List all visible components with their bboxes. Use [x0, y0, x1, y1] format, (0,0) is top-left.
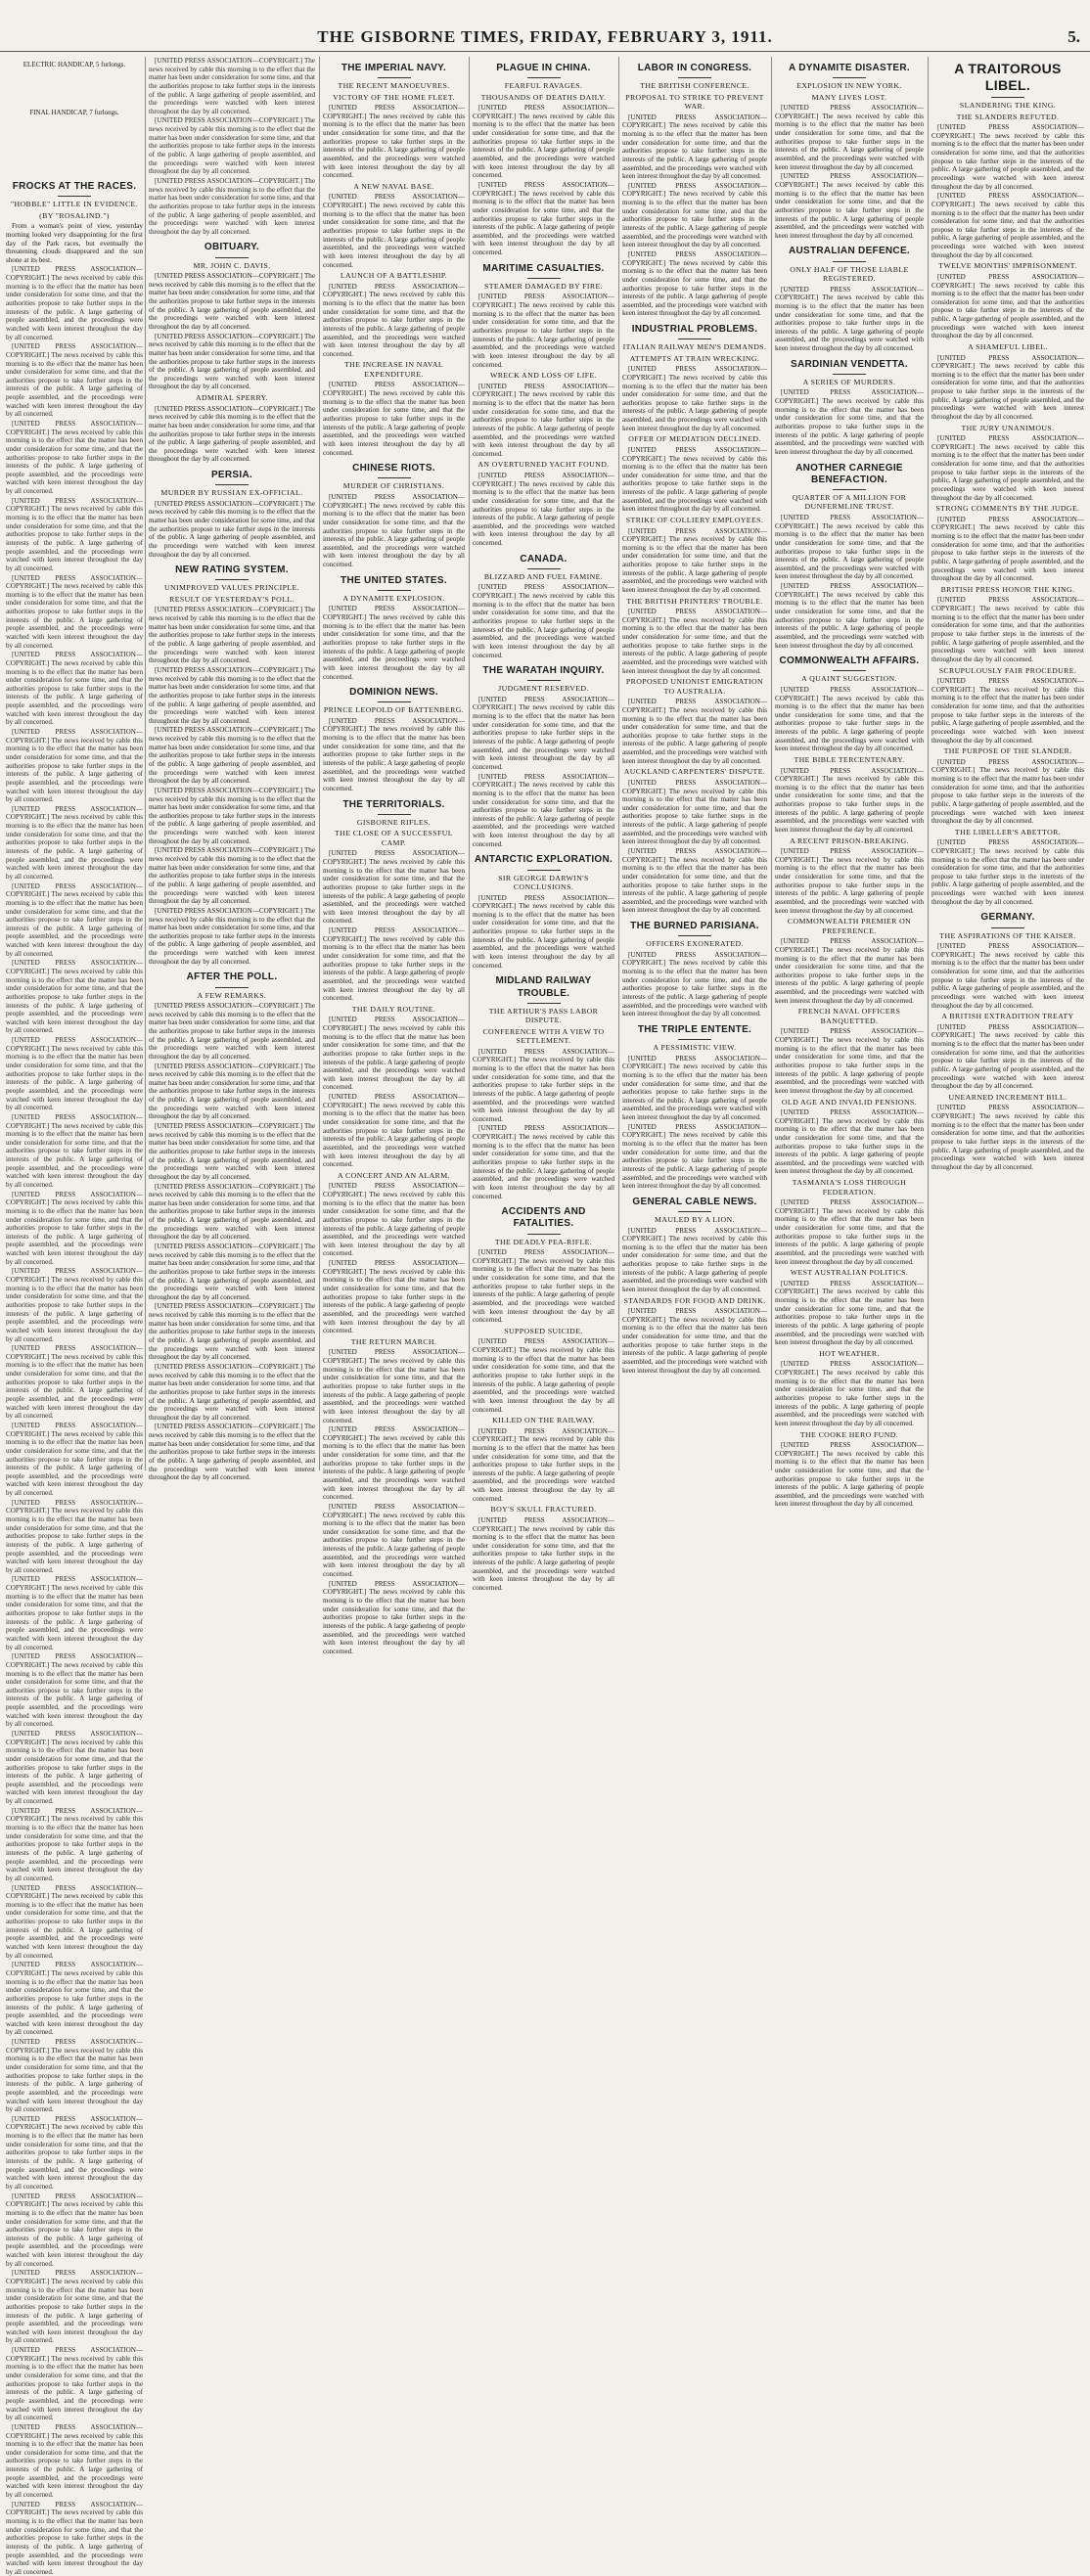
body-paragraph: [UNITED PRESS ASSOCIATION—COPYRIGHT.] The news received by cable this morning is to the effect that the matter has been under consideration for some time, and that the authorities propose to take further steps in the interests of the public. A large gathering of people assembled, and the proceedings were watched with keen interest throughout the day by all concerned.: [323, 926, 465, 1003]
body-paragraph: [UNITED PRESS ASSOCIATION—COPYRIGHT.] The news received by cable this morning is to the effect that the matter has been under consideration for some time, and that the authorities propose to take further steps in the interests of the public. A large gathering of people assembled, and the proceedings were watched with keen interest throughout the day by all concerned.: [622, 526, 767, 594]
industrial-sub: ITALIAN RAILWAY MEN'S DEMANDS.: [622, 342, 767, 352]
body-paragraph: [UNITED PRESS ASSOCIATION—COPYRIGHT.] The news received by cable this morning is to the effect that the matter has been under consideration for some time, and that the authorities propose to take further steps in the interests of the public. A large gathering of people assembled, and the proceedings were watched with keen interest throughout the day by all concerned.: [6, 2038, 143, 2114]
concert-sub: A CONCERT AND AN ALARM.: [338, 1170, 450, 1180]
heat-sub: HOT WEATHER.: [819, 1348, 880, 1358]
navy-sub-5: THE INCREASE IN NAVAL EXPENDITURE.: [343, 360, 444, 379]
divider: [833, 261, 866, 262]
body-paragraph: [UNITED PRESS ASSOCIATION—COPYRIGHT.] The news received by cable this morning is to the effect that the matter has been under consideration for some time, and that the authorities propose to take further steps in the interests of the public. A large gathering of people assembled, and the proceedings were watched with keen interest throughout the day by all concerned.: [6, 1112, 143, 1189]
body-paragraph: [UNITED PRESS ASSOCIATION—COPYRIGHT.] The news received by cable this morning is to the effect that the matter has been under consideration for some time, and that the authorities propose to take further steps in the interests of the public. A large gathering of people assembled, and the proceedings were watched with keen interest throughout the day by all concerned.: [149, 1242, 315, 1301]
sardinian-sub: A SERIES OF MURDERS.: [802, 377, 896, 386]
tasmania-sub: TASMANIA'S LOSS THROUGH FEDERATION.: [792, 1178, 907, 1197]
cooke-sub: THE COOKE HERO FUND.: [799, 1429, 899, 1439]
offer-sub: OFFER OF MEDIATION DECLINED.: [628, 434, 761, 444]
body-paragraph: [UNITED PRESS ASSOCIATION—COPYRIGHT.] The news received by cable this morning is to the effect that the matter has been under consideration for some time, and that the authorities propose to take further steps in the interests of the public. A large gathering of people assembled, and the proceedings were watched with keen interest throughout the day by all concerned.: [323, 1502, 465, 1579]
divider: [833, 374, 866, 375]
body-paragraph: [UNITED PRESS ASSOCIATION—COPYRIGHT.] The news received by cable this morning is to the effect that the matter has been under consideration for some time, and that the authorities propose to take further steps in the interests of the public. A large gathering of people assembled, and the proceedings were watched with keen interest throughout the day by all concerned.: [931, 838, 1084, 906]
body-paragraph: [UNITED PRESS ASSOCIATION—COPYRIGHT.] The news received by cable this morning is to the effect that the matter has been under consideration for some time, and that the authorities propose to take further steps in the interests of the public. A large gathering of people assembled, and the proceedings were watched with keen interest throughout the day by all concerned.: [149, 404, 315, 464]
body-paragraph: [UNITED PRESS ASSOCIATION—COPYRIGHT.] The news received by cable this morning is to the effect that the matter has been under consideration for some time, and that the authorities propose to take further steps in the interests of the public. A large gathering of people assembled, and the proceedings were watched with keen interest throughout the day by all concerned.: [6, 1806, 143, 1882]
body-paragraph: [UNITED PRESS ASSOCIATION—COPYRIGHT.] The news received by cable this morning is to the effect that the matter has been under consideration for some time, and that the authorities propose to take further steps in the interests of the public. A large gathering of people assembled, and the proceedings were watched with keen interest throughout the day by all concerned.: [323, 1093, 465, 1169]
maritime-heading: MARITIME CASUALTIES.: [482, 262, 605, 274]
antarctic-heading: ANTARCTIC EXPLORATION.: [474, 854, 613, 866]
body-paragraph: [UNITED PRESS ASSOCIATION—COPYRIGHT.] The news received by cable this morning is to the effect that the matter has been under consideration for some time, and that the authorities propose to take further steps in the interests of the public. A large gathering of people assembled, and the proceedings were watched with keen interest throughout the day by all concerned.: [149, 606, 315, 665]
body-paragraph: [UNITED PRESS ASSOCIATION—COPYRIGHT.] The news received by cable this morning is to the effect that the matter has been under consideration for some time, and that the authorities propose to take further steps in the interests of the public. A large gathering of people assembled, and the proceedings were watched with keen interest throughout the day by all concerned.: [622, 847, 767, 915]
body-paragraph: [UNITED PRESS ASSOCIATION—COPYRIGHT.] The news received by cable this morning is to the effect that the matter has been under consideration for some time, and that the authorities propose to take further steps in the interests of the public. A large gathering of people assembled, and the proceedings were watched with keen interest throughout the day by all concerned.: [6, 1652, 143, 1729]
body-paragraph: [UNITED PRESS ASSOCIATION—COPYRIGHT.] The news received by cable this morning is to the effect that the matter has been under consideration for some time, and that the authorities propose to take further steps in the interests of the public. A large gathering of people assembled, and the proceedings were watched with keen interest throughout the day by all concerned.: [323, 193, 465, 269]
persia-sub: MURDER BY RUSSIAN EX-OFFICIAL.: [160, 488, 303, 498]
body-paragraph: [UNITED PRESS ASSOCIATION—COPYRIGHT.] The news received by cable this morning is to the effect that the matter has been under consideration for some time, and that the authorities propose to take further steps in the interests of the public. A large gathering of people assembled, and the proceedings were watched with keen interest throughout the day by all concerned.: [931, 192, 1084, 259]
territorials-sub: GISBORNE RIFLES.: [356, 817, 431, 827]
body-paragraph: [UNITED PRESS ASSOCIATION—COPYRIGHT.] The news received by cable this morning is to the effect that the matter has been under consideration for some time, and that the authorities propose to take further steps in the interests of the public. A large gathering of people assembled, and the proceedings were watched with keen interest throughout the day by all concerned.: [149, 1362, 315, 1422]
body-paragraph: [UNITED PRESS ASSOCIATION—COPYRIGHT.] The news received by cable this morning is to the effect that the matter has been under consideration for some time, and that the authorities propose to take further steps in the interests of the public. A large gathering of people assembled, and the proceedings were watched with keen interest throughout the day by all concerned.: [473, 1426, 614, 1503]
body-paragraph: [UNITED PRESS ASSOCIATION—COPYRIGHT.] The news received by cable this morning is to the effect that the matter has been under consideration for some time, and that the authorities propose to take further steps in the interests of the public. A large gathering of people assembled, and the proceedings were watched with keen interest throughout the day by all concerned.: [6, 342, 143, 419]
navy-sub-3: A NEW NAVAL BASE.: [353, 181, 434, 191]
body-paragraph: [UNITED PRESS ASSOCIATION—COPYRIGHT.] The news received by cable this morning is to the effect that the matter has been under consideration for some time, and that the authorities propose to take further steps in the interests of the public. A large gathering of people assembled, and the proceedings were watched with keen interest throughout the day by all concerned.: [775, 685, 924, 753]
divider: [991, 97, 1024, 98]
body-paragraph: [UNITED PRESS ASSOCIATION—COPYRIGHT.] The news received by cable this morning is to the effect that the matter has been under consideration for some time, and that the authorities propose to take further steps in the interests of the public. A large gathering of people assembled, and the proceedings were watched with keen interest throughout the day by all concerned.: [6, 1190, 143, 1266]
navy-sub: THE RECENT MANOEUVRES.: [338, 81, 450, 91]
body-paragraph: [UNITED PRESS ASSOCIATION—COPYRIGHT.] The news received by cable this morning is to the effect that the matter has been under consideration for some time, and that the authorities propose to take further steps in the interests of the public. A large gathering of people assembled, and the proceedings were watched with keen interest throughout the day by all concerned.: [323, 1348, 465, 1424]
divider: [527, 680, 561, 681]
body-paragraph: [UNITED PRESS ASSOCIATION—COPYRIGHT.] The news received by cable this morning is to the effect that the matter has been under consideration for some time, and that the authorities propose to take further steps in the interests of the public. A large gathering of people assembled, and the proceedings were watched with keen interest throughout the day by all concerned.: [6, 2500, 143, 2576]
body-paragraph: [UNITED PRESS ASSOCIATION—COPYRIGHT.] The news received by cable this morning is to the effect that the matter has been under consideration for some time, and that the authorities propose to take further steps in the interests of the public. A large gathering of people assembled, and the proceedings were watched with keen interest throughout the day by all concerned.: [622, 249, 767, 318]
body-paragraph: [UNITED PRESS ASSOCIATION—COPYRIGHT.] The news received by cable this morning is to the effect that the matter has been under consideration for some time, and that the authorities propose to take further steps in the interests of the public. A large gathering of people assembled, and the proceedings were watched with keen interest throughout the day by all concerned.: [622, 950, 767, 1018]
wreck-sub: WRECK AND LOSS OF LIFE.: [489, 371, 598, 381]
comments-sub: STRONG COMMENTS BY THE JUDGE.: [935, 504, 1080, 514]
divider: [215, 484, 249, 485]
body-paragraph: [UNITED PRESS ASSOCIATION—COPYRIGHT.] The news received by cable this morning is to the effect that the matter has been under consideration for some time, and that the authorities propose to take further steps in the interests of the public. A large gathering of people assembled, and the proceedings were watched with keen interest throughout the day by all concerned.: [622, 698, 767, 765]
body-paragraph: [UNITED PRESS ASSOCIATION—COPYRIGHT.] The news received by cable this morning is to the effect that the matter has been under consideration for some time, and that the authorities propose to take further steps in the interests of the public. A large gathering of people assembled, and the proceedings were watched with keen interest throughout the day by all concerned.: [775, 1108, 924, 1176]
body-paragraph: [UNITED PRESS ASSOCIATION—COPYRIGHT.] The news received by cable this morning is to the effect that the matter has been under consideration for some time, and that the authorities propose to take further steps in the interests of the public. A large gathering of people assembled, and the proceedings were watched with keen interest throughout the day by all concerned.: [473, 893, 614, 970]
body-paragraph: [UNITED PRESS ASSOCIATION—COPYRIGHT.] The news received by cable this morning is to the effect that the matter has been under consideration for some time, and that the authorities propose to take further steps in the interests of the public. A large gathering of people assembled, and the proceedings were watched with keen interest throughout the day by all concerned.: [622, 1122, 767, 1191]
body-paragraph: [UNITED PRESS ASSOCIATION—COPYRIGHT.] The news received by cable this morning is to the effect that the matter has been under consideration for some time, and that the authorities propose to take further steps in the interests of the public. A large gathering of people assembled, and the proceedings were watched with keen interest throughout the day by all concerned.: [323, 492, 465, 569]
accidents-sub: THE DEADLY PEA-RIFLE.: [494, 1237, 593, 1246]
canada-heading: CANADA.: [520, 553, 568, 565]
body-paragraph: [UNITED PRESS ASSOCIATION—COPYRIGHT.] The news received by cable this morning is to the effect that the matter has been under consideration for some time, and that the authorities propose to take further steps in the interests of the public. A large gathering of people assembled, and the proceedings were watched with keen interest throughout the day by all concerned.: [775, 937, 924, 1005]
body-paragraph: [UNITED PRESS ASSOCIATION—COPYRIGHT.] The news received by cable this morning is to the effect that the matter has been under consideration for some time, and that the authorities propose to take further steps in the interests of the public. A large gathering of people assembled, and the proceedings were watched with keen interest throughout the day by all concerned.: [323, 282, 465, 358]
premier-sub: COMMONWEALTH PREMIER ON PREFERENCE.: [787, 917, 912, 935]
body-paragraph: [UNITED PRESS ASSOCIATION—COPYRIGHT.] The news received by cable this morning is to the effect that the matter has been under consideration for some time, and that the authorities propose to take further steps in the interests of the public. A large gathering of people assembled, and the proceedings were watched with keen interest throughout the day by all concerned.: [775, 1360, 924, 1427]
carpenters-sub: AUCKLAND CARPENTERS' DISPUTE.: [623, 767, 766, 777]
cable-sub: MAULED BY A LION.: [655, 1215, 735, 1225]
body-paragraph: [UNITED PRESS ASSOCIATION—COPYRIGHT.] The news received by cable this morning is to the effect that the matter has been under consideration for some time, and that the authorities propose to take further steps in the interests of the public. A large gathering of people assembled, and the proceedings were watched with keen interest throughout the day by all concerned.: [775, 766, 924, 834]
body-paragraph: [UNITED PRESS ASSOCIATION—COPYRIGHT.] The news received by cable this morning is to the effect that the matter has been under consideration for some time, and that the authorities propose to take further steps in the interests of the public. A large gathering of people assembled, and the proceedings were watched with keen interest throughout the day by all concerned.: [473, 471, 614, 548]
body-paragraph: [UNITED PRESS ASSOCIATION—COPYRIGHT.] The news received by cable this morning is to the effect that the matter has been under consideration for some time, and that the authorities propose to take further steps in the interests of the public. A large gathering of people assembled, and the proceedings were watched with keen interest throughout the day by all concerned.: [6, 651, 143, 727]
labor-sub: THE BRITISH CONFERENCE.: [640, 81, 749, 91]
column-rule: [618, 57, 619, 1470]
body-paragraph: [UNITED PRESS ASSOCIATION—COPYRIGHT.] The news received by cable this morning is to the effect that the matter has been under consideration for some time, and that the authorities propose to take further steps in the interests of the public. A large gathering of people assembled, and the proceedings were watched with keen interest throughout the day by all concerned.: [6, 265, 143, 341]
poll-heading: AFTER THE POLL.: [186, 972, 278, 983]
body-paragraph: [UNITED PRESS ASSOCIATION—COPYRIGHT.] The news received by cable this morning is to the effect that the matter has been under consideration for some time, and that the authorities propose to take further steps in the interests of the public. A large gathering of people assembled, and the proceedings were watched with keen interest throughout the day by all concerned.: [931, 596, 1084, 663]
sperry-sub: ADMIRAL SPERRY.: [195, 393, 269, 403]
divider: [378, 77, 411, 78]
body-paragraph: [UNITED PRESS ASSOCIATION—COPYRIGHT.] The news received by cable this morning is to the effect that the matter has been under consideration for some time, and that the authorities propose to take further steps in the interests of the public. A large gathering of people assembled, and the proceedings were watched with keen interest throughout the day by all concerned.: [6, 1036, 143, 1112]
body-paragraph: [UNITED PRESS ASSOCIATION—COPYRIGHT.] The news received by cable this morning is to the effect that the matter has been under consideration for some time, and that the authorities propose to take further steps in the interests of the public. A large gathering of people assembled, and the proceedings were watched with keen interest throughout the day by all concerned.: [775, 1279, 924, 1347]
column-rule: [771, 57, 772, 1470]
parisiana-sub: OFFICERS EXONERATED.: [646, 939, 744, 949]
antarctic-sub: SIR GEORGE DARWIN'S CONCLUSIONS.: [498, 873, 589, 892]
masthead-rule: [0, 51, 1090, 52]
body-paragraph: [UNITED PRESS ASSOCIATION—COPYRIGHT.] The news received by cable this morning is to the effect that the matter has been under consideration for some time, and that the authorities propose to take further steps in the interests of the public. A large gathering of people assembled, and the proceedings were watched with keen interest throughout the day by all concerned.: [775, 513, 924, 581]
midland-heading: MIDLAND RAILWAY TROUBLE.: [495, 975, 592, 999]
obituary-heading: OBITUARY.: [204, 242, 260, 253]
body-paragraph: [UNITED PRESS ASSOCIATION—COPYRIGHT.] The news received by cable this morning is to the effect that the matter has been under consideration for some time, and that the authorities propose to take further steps in the interests of the public. A large gathering of people assembled, and the proceedings were watched with keen interest throughout the day by all concerned.: [149, 57, 315, 115]
column-5: [622, 57, 767, 1470]
body-paragraph: [UNITED PRESS ASSOCIATION—COPYRIGHT.] The news received by cable this morning is to the effect that the matter has been under consideration for some time, and that the authorities propose to take further steps in the interests of the public. A large gathering of people assembled, and the proceedings were watched with keen interest throughout the day by all concerned.: [323, 1016, 465, 1092]
plague-sub-2: THOUSANDS OF DEATHS DAILY.: [480, 92, 607, 102]
us-heading: THE UNITED STATES.: [341, 574, 447, 586]
canada-sub: BLIZZARD AND FUEL FAMINE.: [483, 571, 604, 581]
body-paragraph: [UNITED PRESS ASSOCIATION—COPYRIGHT.] The news received by cable this morning is to the effect that the matter has been under consideration for some time, and that the authorities propose to take further steps in the interests of the public. A large gathering of people assembled, and the proceedings were watched with keen interest throughout the day by all concerned.: [6, 496, 143, 572]
body-paragraph: [UNITED PRESS ASSOCIATION—COPYRIGHT.] The news received by cable this morning is to the effect that the matter has been under consideration for some time, and that the authorities propose to take further steps in the interests of the public. A large gathering of people assembled, and the proceedings were watched with keen interest throughout the day by all concerned.: [622, 1054, 767, 1122]
body-paragraph: [UNITED PRESS ASSOCIATION—COPYRIGHT.] The news received by cable this morning is to the effect that the matter has been under consideration for some time, and that the authorities propose to take further steps in the interests of the public. A large gathering of people assembled, and the proceedings were watched with keen interest throughout the day by all concerned.: [473, 180, 614, 257]
maritime-sub: STEAMER DAMAGED BY FIRE.: [483, 281, 604, 291]
body-paragraph: [UNITED PRESS ASSOCIATION—COPYRIGHT.] The news received by cable this morning is to the effect that the matter has been under consideration for some time, and that the authorities propose to take further steps in the interests of the public. A large gathering of people assembled, and the proceedings were watched with keen interest throughout the day by all concerned.: [473, 1515, 614, 1593]
navy-sub-4: LAUNCH OF A BATTLESHIP.: [340, 271, 448, 281]
body-paragraph: [UNITED PRESS ASSOCIATION—COPYRIGHT.] The news received by cable this morning is to the effect that the matter has been under consideration for some time, and that the authorities propose to take further steps in the interests of the public. A large gathering of people assembled, and the proceedings were watched with keen interest throughout the day by all concerned.: [6, 1498, 143, 1574]
parisiana-heading: THE BURNED PARISIANA.: [630, 921, 759, 932]
body-paragraph: [UNITED PRESS ASSOCIATION—COPYRIGHT.] The news received by cable this morning is to the effect that the matter has been under consideration for some time, and that the authorities propose to take further steps in the interests of the public. A large gathering of people assembled, and the proceedings were watched with keen interest throughout the day by all concerned.: [6, 419, 143, 496]
body-paragraph: [UNITED PRESS ASSOCIATION—COPYRIGHT.] The news received by cable this morning is to the effect that the matter has been under consideration for some time, and that the authorities propose to take further steps in the interests of the public. A large gathering of people assembled, and the proceedings were watched with keen interest throughout the day by all concerned.: [149, 116, 315, 176]
body-paragraph: [UNITED PRESS ASSOCIATION—COPYRIGHT.] The news received by cable this morning is to the effect that the matter has been under consideration for some time, and that the authorities propose to take further steps in the interests of the public. A large gathering of people assembled, and the proceedings were watched with keen interest throughout the day by all concerned.: [6, 2192, 143, 2268]
body-paragraph: [UNITED PRESS ASSOCIATION—COPYRIGHT.] The news received by cable this morning is to the effect that the matter has been under consideration for some time, and that the authorities propose to take further steps in the interests of the public. A large gathering of people assembled, and the proceedings were watched with keen interest throughout the day by all concerned.: [775, 1027, 924, 1095]
body-paragraph: [UNITED PRESS ASSOCIATION—COPYRIGHT.] The news received by cable this morning is to the effect that the matter has been under consideration for some time, and that the authorities propose to take further steps in the interests of the public. A large gathering of people assembled, and the proceedings were watched with keen interest throughout the day by all concerned.: [323, 1425, 465, 1502]
routine-sub: THE DAILY ROUTINE.: [351, 1004, 436, 1014]
body-paragraph: [UNITED PRESS ASSOCIATION—COPYRIGHT.] The news received by cable this morning is to the effect that the matter has been under consideration for some time, and that the authorities propose to take further steps in the interests of the public. A large gathering of people assembled, and the proceedings were watched with keen interest throughout the day by all concerned.: [931, 1104, 1084, 1171]
plague-sub: FEARFUL RAVAGES.: [504, 81, 583, 91]
waratah-sub: JUDGMENT RESERVED.: [498, 684, 589, 694]
body-paragraph: [UNITED PRESS ASSOCIATION—COPYRIGHT.] The news received by cable this morning is to the effect that the matter has been under consideration for some time, and that the authorities propose to take further steps in the interests of the public. A large gathering of people assembled, and the proceedings were watched with keen interest throughout the day by all concerned.: [6, 1421, 143, 1498]
divider: [215, 257, 249, 258]
body-paragraph: [UNITED PRESS ASSOCIATION—COPYRIGHT.] The news received by cable this morning is to the effect that the matter has been under consideration for some time, and that the authorities propose to take further steps in the interests of the public. A large gathering of people assembled, and the proceedings were watched with keen interest throughout the day by all concerned.: [149, 1062, 315, 1121]
industrial-sub-2: ATTEMPTS AT TRAIN WRECKING.: [629, 353, 760, 363]
libel-heading: A TRAITOROUS LIBEL.: [954, 61, 1062, 94]
body-paragraph: [UNITED PRESS ASSOCIATION—COPYRIGHT.] The news received by cable this morning is to the effect that the matter has been under consideration for some time, and that the authorities propose to take further steps in the interests of the public. A large gathering of people assembled, and the proceedings were watched with keen interest throughout the day by all concerned.: [775, 1441, 924, 1509]
body-paragraph: [UNITED PRESS ASSOCIATION—COPYRIGHT.] The news received by cable this morning is to the effect that the matter has been under consideration for some time, and that the authorities propose to take further steps in the interests of the public. A large gathering of people assembled, and the proceedings were watched with keen interest throughout the day by all concerned.: [775, 1198, 924, 1266]
riots-heading: CHINESE RIOTS.: [352, 463, 435, 475]
body-paragraph: [UNITED PRESS ASSOCIATION—COPYRIGHT.] The news received by cable this morning is to the effect that the matter has been under consideration for some time, and that the authorities propose to take further steps in the interests of the public. A large gathering of people assembled, and the proceedings were watched with keen interest throughout the day by all concerned.: [6, 804, 143, 881]
body-paragraph: [UNITED PRESS ASSOCIATION—COPYRIGHT.] The news received by cable this morning is to the effect that the matter has been under consideration for some time, and that the authorities propose to take further steps in the interests of the public. A large gathering of people assembled, and the proceedings were watched with keen interest throughout the day by all concerned.: [931, 272, 1084, 340]
divider: [58, 196, 91, 197]
body-paragraph: [UNITED PRESS ASSOCIATION—COPYRIGHT.] The news received by cable this morning is to the effect that the matter has been under consideration for some time, and that the authorities propose to take further steps in the interests of the public. A large gathering of people assembled, and the proceedings were watched with keen interest throughout the day by all concerned.: [149, 1182, 315, 1242]
body-paragraph: [UNITED PRESS ASSOCIATION—COPYRIGHT.] The news received by cable this morning is to the effect that the matter has been under consideration for some time, and that the authorities propose to take further steps in the interests of the public. A large gathering of people assembled, and the proceedings were watched with keen interest throughout the day by all concerned.: [149, 272, 315, 331]
body-paragraph: [UNITED PRESS ASSOCIATION—COPYRIGHT.] The news received by cable this morning is to the effect that the matter has been under consideration for some time, and that the authorities propose to take further steps in the interests of the public. A large gathering of people assembled, and the proceedings were watched with keen interest throughout the day by all concerned.: [323, 104, 465, 180]
body-paragraph: [UNITED PRESS ASSOCIATION—COPYRIGHT.] The news received by cable this morning is to the effect that the matter has been under consideration for some time, and that the authorities propose to take further steps in the interests of the public. A large gathering of people assembled, and the proceedings were watched with keen interest throughout the day by all concerned.: [149, 846, 315, 906]
body-paragraph: [UNITED PRESS ASSOCIATION—COPYRIGHT.] The news received by cable this morning is to the effect that the matter has been under consideration for some time, and that the authorities propose to take further steps in the interests of the public. A large gathering of people assembled, and the proceedings were watched with keen interest throughout the day by all concerned.: [622, 365, 767, 432]
column-rule: [145, 57, 146, 1470]
divider: [378, 814, 411, 815]
dynamite-sub-2: MANY LIVES LOST.: [811, 92, 887, 102]
body-paragraph: [UNITED PRESS ASSOCIATION—COPYRIGHT.] The news received by cable this morning is to the effect that the matter has been under consideration for some time, and that the authorities propose to take further steps in the interests of the public. A large gathering of people assembled, and the proceedings were watched with keen interest throughout the day by all concerned.: [775, 847, 924, 915]
body-paragraph: [UNITED PRESS ASSOCIATION—COPYRIGHT.] The news received by cable this morning is to the effect that the matter has been under consideration for some time, and that the authorities propose to take further steps in the interests of the public. A large gathering of people assembled, and the proceedings were watched with keen interest throughout the day by all concerned.: [6, 1344, 143, 1421]
body-paragraph: [UNITED PRESS ASSOCIATION—COPYRIGHT.] The news received by cable this morning is to the effect that the matter has been under consideration for some time, and that the authorities propose to take further steps in the interests of the public. A large gathering of people assembled, and the proceedings were watched with keen interest throughout the day by all concerned.: [149, 332, 315, 391]
obituary-name: MR. JOHN C. DAVIS.: [193, 260, 271, 270]
body-paragraph: [UNITED PRESS ASSOCIATION—COPYRIGHT.] The news received by cable this morning is to the effect that the matter has been under consideration for some time, and that the authorities propose to take further steps in the interests of the public. A large gathering of people assembled, and the proceedings were watched with keen interest throughout the day by all concerned.: [149, 786, 315, 845]
divider: [527, 77, 561, 78]
press-sub: BRITISH PRESS HONOR THE KING.: [940, 584, 1075, 594]
divider: [527, 870, 561, 871]
columns: [0, 57, 1090, 2576]
divider: [215, 579, 249, 580]
body-paragraph: [UNITED PRESS ASSOCIATION—COPYRIGHT.] The news received by cable this morning is to the effect that the matter has been under consideration for some time, and that the authorities propose to take further steps in the interests of the public. A large gathering of people assembled, and the proceedings were watched with keen interest throughout the day by all concerned.: [473, 583, 614, 659]
body-paragraph: [UNITED PRESS ASSOCIATION—COPYRIGHT.] The news received by cable this morning is to the effect that the matter has been under consideration for some time, and that the authorities propose to take further steps in the interests of the public. A large gathering of people assembled, and the proceedings were watched with keen interest throughout the day by all concerned.: [149, 1002, 315, 1061]
body-paragraph: [UNITED PRESS ASSOCIATION—COPYRIGHT.] The news received by cable this morning is to the effect that the matter has been under consideration for some time, and that the authorities propose to take further steps in the interests of the public. A large gathering of people assembled, and the proceedings were watched with keen interest throughout the day by all concerned.: [473, 1047, 614, 1123]
dominion-sub: PRINCE LEOPOLD OF BATTENBERG.: [323, 705, 465, 715]
imprisonment-sub: TWELVE MONTHS' IMPRISONMENT.: [938, 261, 1077, 271]
body-paragraph: [UNITED PRESS ASSOCIATION—COPYRIGHT.] The news received by cable this morning is to the effect that the matter has been under consideration for some time, and that the authorities propose to take further steps in the interests of the public. A large gathering of people assembled, and the proceedings were watched with keen interest throughout the day by all concerned.: [149, 499, 315, 559]
body-paragraph: [UNITED PRESS ASSOCIATION—COPYRIGHT.] The news received by cable this morning is to the effect that the matter has been under consideration for some time, and that the authorities propose to take further steps in the interests of the public. A large gathering of people assembled, and the proceedings were watched with keen interest throughout the day by all concerned.: [6, 2269, 143, 2345]
midland-sub: THE ARTHUR'S PASS LABOR DISPUTE.: [488, 1006, 599, 1025]
territorials-sub-2: THE CLOSE OF A SUCCESSFUL CAMP.: [335, 829, 453, 847]
rating-sub-2: RESULT OF YESTERDAY'S POLL.: [169, 594, 295, 604]
labor-heading: LABOR IN CONGRESS.: [637, 63, 752, 73]
defence-sub: ONLY HALF OF THOSE LIABLE REGISTERED.: [790, 264, 909, 284]
column-1: [6, 57, 143, 2576]
divider: [833, 77, 866, 78]
dynamite-heading: A DYNAMITE DISASTER.: [789, 63, 910, 73]
body-paragraph: [UNITED PRESS ASSOCIATION—COPYRIGHT.] The news received by cable this morning is to the effect that the matter has been under consideration for some time, and that the authorities propose to take further steps in the interests of the public. A large gathering of people assembled, and the proceedings were watched with keen interest throughout the day by all concerned.: [622, 608, 767, 675]
body-paragraph: [UNITED PRESS ASSOCIATION—COPYRIGHT.] The news received by cable this morning is to the effect that the matter has been under consideration for some time, and that the authorities propose to take further steps in the interests of the public. A large gathering of people assembled, and the proceedings were watched with keen interest throughout the day by all concerned.: [149, 176, 315, 236]
body-paragraph: [UNITED PRESS ASSOCIATION—COPYRIGHT.] The news received by cable this morning is to the effect that the matter has been under consideration for some time, and that the authorities propose to take further steps in the interests of the public. A large gathering of people assembled, and the proceedings were watched with keen interest throughout the day by all concerned.: [931, 677, 1084, 745]
body-paragraph: [UNITED PRESS ASSOCIATION—COPYRIGHT.] The news received by cable this morning is to the effect that the matter has been under consideration for some time, and that the authorities propose to take further steps in the interests of the public. A large gathering of people assembled, and the proceedings were watched with keen interest throughout the day by all concerned.: [6, 728, 143, 804]
divider: [833, 489, 866, 490]
byline: (BY "ROSALIND."): [39, 210, 110, 220]
body-paragraph: [UNITED PRESS ASSOCIATION—COPYRIGHT.] The news received by cable this morning is to the effect that the matter has been under consideration for some time, and that the authorities propose to take further steps in the interests of the public. A large gathering of people assembled, and the proceedings were watched with keen interest throughout the day by all concerned.: [149, 665, 315, 725]
riots-sub: MURDER OF CHRISTIANS.: [342, 481, 445, 491]
divider: [378, 477, 411, 478]
body-paragraph: [UNITED PRESS ASSOCIATION—COPYRIGHT.] The news received by cable this morning is to the effect that the matter has been under consideration for some time, and that the authorities propose to take further steps in the interests of the public. A large gathering of people assembled, and the proceedings were watched with keen interest throughout the day by all concerned.: [622, 445, 767, 514]
body-paragraph: [UNITED PRESS ASSOCIATION—COPYRIGHT.] The news received by cable this morning is to the effect that the matter has been under consideration for some time, and that the authorities propose to take further steps in the interests of the public. A large gathering of people assembled, and the proceedings were watched with keen interest throughout the day by all concerned.: [149, 1423, 315, 1482]
body-paragraph: [UNITED PRESS ASSOCIATION—COPYRIGHT.] The news received by cable this morning is to the effect that the matter has been under consideration for some time, and that the authorities propose to take further steps in the interests of the public. A large gathering of people assembled, and the proceedings were watched with keen interest throughout the day by all concerned.: [149, 1302, 315, 1362]
handicap-list-1: [6, 69, 143, 109]
handicap-2: FINAL HANDICAP, 7 furlongs.: [29, 108, 119, 116]
body-paragraph: [UNITED PRESS ASSOCIATION—COPYRIGHT.] The news received by cable this morning is to the effect that the matter has been under consideration for some time, and that the authorities propose to take further steps in the interests of the public. A large gathering of people assembled, and the proceedings were watched with keen interest throughout the day by all concerned.: [149, 1122, 315, 1181]
body-paragraph: [UNITED PRESS ASSOCIATION—COPYRIGHT.] The news received by cable this morning is to the effect that the matter has been under consideration for some time, and that the authorities propose to take further steps in the interests of the public. A large gathering of people assembled, and the proceedings were watched with keen interest throughout the day by all concerned.: [622, 1307, 767, 1375]
body-paragraph: [UNITED PRESS ASSOCIATION—COPYRIGHT.] The news received by cable this morning is to the effect that the matter has been under consideration for some time, and that the authorities propose to take further steps in the interests of the public. A large gathering of people assembled, and the proceedings were watched with keen interest throughout the day by all concerned.: [6, 2114, 143, 2191]
body-paragraph: [UNITED PRESS ASSOCIATION—COPYRIGHT.] The news received by cable this morning is to the effect that the matter has been under consideration for some time, and that the authorities propose to take further steps in the interests of the public. A large gathering of people assembled, and the proceedings were watched with keen interest throughout the day by all concerned.: [931, 942, 1084, 1010]
body-paragraph: [UNITED PRESS ASSOCIATION—COPYRIGHT.] The news received by cable this morning is to the effect that the matter has been under consideration for some time, and that the authorities propose to take further steps in the interests of the public. A large gathering of people assembled, and the proceedings were watched with keen interest throughout the day by all concerned.: [622, 113, 767, 181]
column-rule: [928, 57, 929, 1470]
body-paragraph: [UNITED PRESS ASSOCIATION—COPYRIGHT.] The news received by cable this morning is to the effect that the matter has been under consideration for some time, and that the authorities propose to take further steps in the interests of the public. A large gathering of people assembled, and the proceedings were watched with keen interest throughout the day by all concerned.: [6, 1267, 143, 1343]
body-paragraph: [UNITED PRESS ASSOCIATION—COPYRIGHT.] The news received by cable this morning is to the effect that the matter has been under consideration for some time, and that the authorities propose to take further steps in the interests of the public. A large gathering of people assembled, and the proceedings were watched with keen interest throughout the day by all concerned.: [149, 906, 315, 966]
us-sub: A DYNAMITE EXPLOSION.: [342, 593, 445, 603]
extradition-sub: A BRITISH EXTRADITION TREATY: [941, 1012, 1074, 1021]
jury-sub: THE JURY UNANIMOUS.: [961, 423, 1055, 432]
body-paragraph: [UNITED PRESS ASSOCIATION—COPYRIGHT.] The news received by cable this morning is to the effect that the matter has been under consideration for some time, and that the authorities propose to take further steps in the interests of the public. A large gathering of people assembled, and the proceedings were watched with keen interest throughout the day by all concerned.: [473, 293, 614, 369]
body-paragraph: [UNITED PRESS ASSOCIATION—COPYRIGHT.] The news received by cable this morning is to the effect that the matter has been under consideration for some time, and that the authorities propose to take further steps in the interests of the public. A large gathering of people assembled, and the proceedings were watched with keen interest throughout the day by all concerned.: [775, 172, 924, 240]
suicide-sub: SUPPOSED SUICIDE.: [504, 1326, 583, 1335]
entente-heading: THE TRIPLE ENTENTE.: [637, 1023, 752, 1035]
divider: [527, 1234, 561, 1235]
body-paragraph: [UNITED PRESS ASSOCIATION—COPYRIGHT.] The news received by cable this morning is to the effect that the matter has been under consideration for some time, and that the authorities propose to take further steps in the interests of the public. A large gathering of people assembled, and the proceedings were watched with keen interest throughout the day by all concerned.: [473, 772, 614, 848]
body-paragraph: [UNITED PRESS ASSOCIATION—COPYRIGHT.] The news received by cable this morning is to the effect that the matter has been under consideration for some time, and that the authorities propose to take further steps in the interests of the public. A large gathering of people assembled, and the proceedings were watched with keen interest throughout the day by all concerned.: [6, 881, 143, 958]
body-paragraph: [UNITED PRESS ASSOCIATION—COPYRIGHT.] The news received by cable this morning is to the effect that the matter has been under consideration for some time, and that the authorities propose to take further steps in the interests of the public. A large gathering of people assembled, and the proceedings were watched with keen interest throughout the day by all concerned.: [323, 1579, 465, 1655]
handicap-1: ELECTRIC HANDICAP, 5 furlongs.: [23, 61, 126, 68]
navy-heading: THE IMPERIAL NAVY.: [341, 63, 447, 73]
body-paragraph: [UNITED PRESS ASSOCIATION—COPYRIGHT.] The news received by cable this morning is to the effect that the matter has been under consideration for some time, and that the authorities propose to take further steps in the interests of the public. A large gathering of people assembled, and the proceedings were watched with keen interest throughout the day by all concerned.: [775, 104, 924, 171]
commonwealth-heading: COMMONWEALTH AFFAIRS.: [779, 655, 920, 667]
masthead: [0, 0, 1090, 59]
territorials-heading: THE TERRITORIALS.: [342, 798, 445, 810]
body-paragraph: [UNITED PRESS ASSOCIATION—COPYRIGHT.] The news received by cable this morning is to the effect that the matter has been under consideration for some time, and that the authorities propose to take further steps in the interests of the public. A large gathering of people assembled, and the proceedings were watched with keen interest throughout the day by all concerned.: [931, 434, 1084, 502]
shameful-sub: A SHAMEFUL LIBEL.: [968, 342, 1048, 352]
body-paragraph: [UNITED PRESS ASSOCIATION—COPYRIGHT.] The news received by cable this morning is to the effect that the matter has been under consideration for some time, and that the authorities propose to take further steps in the interests of the public. A large gathering of people assembled, and the proceedings were watched with keen interest throughout the day by all concerned.: [473, 695, 614, 771]
waratah-heading: THE WARATAH INQUIRY.: [482, 665, 605, 677]
column-rule: [469, 57, 470, 1470]
divider: [833, 670, 866, 671]
navy-sub-2: VICTORY OF THE HOME FLEET.: [333, 92, 455, 102]
unearned-sub: UNEARNED INCREMENT BILL.: [948, 1092, 1067, 1102]
article-body: [6, 265, 143, 2576]
overturned-sub: AN OVERTURNED YACHT FOUND.: [477, 460, 610, 470]
column-4: [473, 57, 614, 1593]
wa-sub: WEST AUSTRALIAN POLITICS.: [790, 1268, 909, 1278]
body-paragraph: [UNITED PRESS ASSOCIATION—COPYRIGHT.] The news received by cable this morning is to the effect that the matter has been under consideration for some time, and that the authorities propose to take further steps in the interests of the public. A large gathering of people assembled, and the proceedings were watched with keen interest throughout the day by all concerned.: [323, 1182, 465, 1258]
pensions-sub: OLD AGE AND INVALID PENSIONS.: [781, 1097, 918, 1107]
body-paragraph: [UNITED PRESS ASSOCIATION—COPYRIGHT.] The news received by cable this morning is to the effect that the matter has been under consideration for some time, and that the authorities propose to take further steps in the interests of the public. A large gathering of people assembled, and the proceedings were watched with keen interest throughout the day by all concerned.: [323, 605, 465, 681]
body-paragraph: [UNITED PRESS ASSOCIATION—COPYRIGHT.] The news received by cable this morning is to the effect that the matter has been under consideration for some time, and that the authorities propose to take further steps in the interests of the public. A large gathering of people assembled, and the proceedings were watched with keen interest throughout the day by all concerned.: [323, 381, 465, 457]
body-paragraph: [UNITED PRESS ASSOCIATION—COPYRIGHT.] The news received by cable this morning is to the effect that the matter has been under consideration for some time, and that the authorities propose to take further steps in the interests of the public. A large gathering of people assembled, and the proceedings were watched with keen interest throughout the day by all concerned.: [931, 515, 1084, 583]
body-paragraph: [UNITED PRESS ASSOCIATION—COPYRIGHT.] The news received by cable this morning is to the effect that the matter has been under consideration for some time, and that the authorities propose to take further steps in the interests of the public. A large gathering of people assembled, and the proceedings were watched with keen interest throughout the day by all concerned.: [6, 1575, 143, 1651]
purpose-sub: THE PURPOSE OF THE SLANDER.: [943, 746, 1072, 756]
accidents-heading: ACCIDENTS AND FATALITIES.: [501, 1206, 586, 1230]
rating-heading: NEW RATING SYSTEM.: [175, 565, 289, 576]
body-paragraph: [UNITED PRESS ASSOCIATION—COPYRIGHT.] The news received by cable this morning is to the effect that the matter has been under consideration for some time, and that the authorities propose to take further steps in the interests of the public. A large gathering of people assembled, and the proceedings were watched with keen interest throughout the day by all concerned.: [473, 104, 614, 180]
carnegie-heading: ANOTHER CARNEGIE BENEFACTION.: [795, 462, 903, 485]
divider: [527, 278, 561, 279]
body-paragraph: [UNITED PRESS ASSOCIATION—COPYRIGHT.] The news received by cable this morning is to the effect that the matter has been under consideration for some time, and that the authorities propose to take further steps in the interests of the public. A large gathering of people assembled, and the proceedings were watched with keen interest throughout the day by all concerned.: [6, 573, 143, 650]
column-3: [323, 57, 465, 1655]
body-paragraph: [UNITED PRESS ASSOCIATION—COPYRIGHT.] The news received by cable this morning is to the effect that the matter has been under consideration for some time, and that the authorities propose to take further steps in the interests of the public. A large gathering of people assembled, and the proceedings were watched with keen interest throughout the day by all concerned.: [622, 1226, 767, 1294]
divider: [527, 568, 561, 569]
dynamite-sub: EXPLOSION IN NEW YORK.: [796, 81, 902, 91]
plague-heading: PLAGUE IN CHINA.: [496, 63, 591, 73]
commonwealth-sub: A QUAINT SUGGESTION.: [801, 674, 897, 684]
defence-heading: AUSTRALIAN DEFENCE.: [788, 246, 911, 257]
newspaper-title: THE GISBORNE TIMES, FRIDAY, FEBRUARY 3, 1911.: [317, 27, 773, 46]
body-paragraph: [UNITED PRESS ASSOCIATION—COPYRIGHT.] The news received by cable this morning is to the effect that the matter has been under consideration for some time, and that the authorities propose to take further steps in the interests of the public. A large gathering of people assembled, and the proceedings were watched with keen interest throughout the day by all concerned.: [6, 2422, 143, 2500]
divider: [991, 927, 1024, 928]
divider: [678, 1211, 711, 1212]
frocks-lead: From a woman's point of view, yesterday morning looked very disappointing for the first day of the Park races, but eventually the threatening clouds disappeared and the sun shone at its best.: [6, 222, 143, 264]
body-paragraph: [UNITED PRESS ASSOCIATION—COPYRIGHT.] The news received by cable this morning is to the effect that the matter has been under consideration for some time, and that the authorities propose to take further steps in the interests of the public. A large gathering of people assembled, and the proceedings were watched with keen interest throughout the day by all concerned.: [6, 1883, 143, 1960]
body-paragraph: [UNITED PRESS ASSOCIATION—COPYRIGHT.] The news received by cable this morning is to the effect that the matter has been under consideration for some time, and that the authorities propose to take further steps in the interests of the public. A large gathering of people assembled, and the proceedings were watched with keen interest throughout the day by all concerned.: [931, 123, 1084, 191]
body-paragraph: [UNITED PRESS ASSOCIATION—COPYRIGHT.] The news received by cable this morning is to the effect that the matter has been under consideration for some time, and that the authorities propose to take further steps in the interests of the public. A large gathering of people assembled, and the proceedings were watched with keen interest throughout the day by all concerned.: [323, 849, 465, 926]
printers-sub: THE BRITISH PRINTERS' TROUBLE.: [626, 596, 763, 606]
body-paragraph: [UNITED PRESS ASSOCIATION—COPYRIGHT.] The news received by cable this morning is to the effect that the matter has been under consideration for some time, and that the authorities propose to take further steps in the interests of the public. A large gathering of people assembled, and the proceedings were watched with keen interest throughout the day by all concerned.: [931, 757, 1084, 826]
persia-heading: PERSIA.: [210, 470, 253, 481]
body-paragraph: [UNITED PRESS ASSOCIATION—COPYRIGHT.] The news received by cable this morning is to the effect that the matter has been under consideration for some time, and that the authorities propose to take further steps in the interests of the public. A large gathering of people assembled, and the proceedings were watched with keen interest throughout the day by all concerned.: [6, 1961, 143, 2037]
germany-heading: GERMANY.: [980, 912, 1035, 924]
fair-sub: SCRUPULOUSLY FAIR PROCEDURE.: [938, 665, 1077, 675]
libel-sub-2: THE SLANDERS REFUTED.: [956, 112, 1060, 121]
french-sub: FRENCH NAVAL OFFICERS BANQUETTED.: [797, 1007, 901, 1025]
labor-sub-2: PROPOSAL TO STRIKE TO PREVENT WAR.: [625, 92, 764, 112]
carnegie-sub: QUARTER OF A MILLION FOR DUNFERMLINE TRUST.: [792, 492, 907, 512]
body-paragraph: [UNITED PRESS ASSOCIATION—COPYRIGHT.] The news received by cable this morning is to the effect that the matter has been under consideration for some time, and that the authorities propose to take further steps in the interests of the public. A large gathering of people assembled, and the proceedings were watched with keen interest throughout the day by all concerned.: [6, 2346, 143, 2422]
divider: [527, 1003, 561, 1004]
body-paragraph: [UNITED PRESS ASSOCIATION—COPYRIGHT.] The news received by cable this morning is to the effect that the matter has been under consideration for some time, and that the authorities propose to take further steps in the interests of the public. A large gathering of people assembled, and the proceedings were watched with keen interest throughout the day by all concerned.: [149, 726, 315, 786]
frocks-heading: FROCKS AT THE RACES.: [12, 181, 137, 193]
body-paragraph: [UNITED PRESS ASSOCIATION—COPYRIGHT.] The news received by cable this morning is to the effect that the matter has been under consideration for some time, and that the authorities propose to take further steps in the interests of the public. A large gathering of people assembled, and the proceedings were watched with keen interest throughout the day by all concerned.: [775, 388, 924, 456]
cable-heading: GENERAL CABLE NEWS.: [632, 1196, 757, 1207]
dominion-heading: DOMINION NEWS.: [349, 687, 438, 699]
prison-sub: A RECENT PRISON-BREAKING.: [790, 836, 909, 845]
standards-sub: STANDARDS FOR FOOD AND DRINK.: [623, 1295, 766, 1305]
entente-sub: A PESSIMISTIC VIEW.: [653, 1043, 737, 1053]
body-paragraph: [UNITED PRESS ASSOCIATION—COPYRIGHT.] The news received by cable this morning is to the effect that the matter has been under consideration for some time, and that the authorities propose to take further steps in the interests of the public. A large gathering of people assembled, and the proceedings were watched with keen interest throughout the day by all concerned.: [931, 353, 1084, 422]
article-body: [149, 57, 315, 236]
emigration-sub: PROPOSED UNIONIST EMIGRATION TO AUSTRALIA.: [625, 677, 764, 696]
divider: [678, 77, 711, 78]
body-paragraph: [UNITED PRESS ASSOCIATION—COPYRIGHT.] The news received by cable this morning is to the effect that the matter has been under consideration for some time, and that the authorities propose to take further steps in the interests of the public. A large gathering of people assembled, and the proceedings were watched with keen interest throughout the day by all concerned.: [473, 382, 614, 458]
body-paragraph: [UNITED PRESS ASSOCIATION—COPYRIGHT.] The news received by cable this morning is to the effect that the matter has been under consideration for some time, and that the authorities propose to take further steps in the interests of the public. A large gathering of people assembled, and the proceedings were watched with keen interest throughout the day by all concerned.: [6, 1730, 143, 1806]
libel-sub: SLANDERING THE KING.: [959, 101, 1057, 111]
column-rule: [319, 57, 320, 1470]
body-paragraph: [UNITED PRESS ASSOCIATION—COPYRIGHT.] The news received by cable this morning is to the effect that the matter has been under consideration for some time, and that the authorities propose to take further steps in the interests of the public. A large gathering of people assembled, and the proceedings were watched with keen interest throughout the day by all concerned.: [622, 181, 767, 249]
column-7: [931, 57, 1084, 1470]
column-6: [775, 57, 924, 1509]
abettor-sub: THE LIBELLER'S ABETTOR.: [954, 827, 1062, 836]
divider: [215, 987, 249, 988]
frocks-subheading: "HOBBLE" LITTLE IN EVIDENCE.: [10, 200, 139, 209]
body-paragraph: [UNITED PRESS ASSOCIATION—COPYRIGHT.] The news received by cable this morning is to the effect that the matter has been under consideration for some time, and that the authorities propose to take further steps in the interests of the public. A large gathering of people assembled, and the proceedings were watched with keen interest throughout the day by all concerned.: [323, 716, 465, 792]
industrial-heading: INDUSTRIAL PROBLEMS.: [631, 324, 758, 336]
body-paragraph: [UNITED PRESS ASSOCIATION—COPYRIGHT.] The news received by cable this morning is to the effect that the matter has been under consideration for some time, and that the authorities propose to take further steps in the interests of the public. A large gathering of people assembled, and the proceedings were watched with keen interest throughout the day by all concerned.: [6, 959, 143, 1035]
handicap-list-2: [6, 116, 143, 175]
body-paragraph: [UNITED PRESS ASSOCIATION—COPYRIGHT.] The news received by cable this morning is to the effect that the matter has been under consideration for some time, and that the authorities propose to take further steps in the interests of the public. A large gathering of people assembled, and the proceedings were watched with keen interest throughout the day by all concerned.: [473, 1248, 614, 1325]
body-paragraph: [UNITED PRESS ASSOCIATION—COPYRIGHT.] The news received by cable this morning is to the effect that the matter has been under consideration for some time, and that the authorities propose to take further steps in the interests of the public. A large gathering of people assembled, and the proceedings were watched with keen interest throughout the day by all concerned.: [775, 582, 924, 650]
skull-sub: BOY'S SKULL FRACTURED.: [490, 1505, 597, 1514]
divider: [678, 935, 711, 936]
germany-sub: THE ASPIRATIONS OF THE KAISER.: [939, 930, 1076, 940]
page-number: 5.: [1067, 27, 1080, 46]
divider: [678, 1039, 711, 1040]
sardinian-heading: SARDINIAN VENDETTA.: [791, 358, 908, 370]
column-2: [149, 57, 315, 1482]
body-paragraph: [UNITED PRESS ASSOCIATION—COPYRIGHT.] The news received by cable this morning is to the effect that the matter has been under consideration for some time, and that the authorities propose to take further steps in the interests of the public. A large gathering of people assembled, and the proceedings were watched with keen interest throughout the day by all concerned.: [775, 285, 924, 353]
poll-sub: A FEW REMARKS.: [197, 990, 267, 1000]
body-paragraph: [UNITED PRESS ASSOCIATION—COPYRIGHT.] The news received by cable this morning is to the effect that the matter has been under consideration for some time, and that the authorities propose to take further steps in the interests of the public. A large gathering of people assembled, and the proceedings were watched with keen interest throughout the day by all concerned.: [323, 1259, 465, 1335]
killed-sub: KILLED ON THE RAILWAY.: [492, 1416, 595, 1425]
rating-sub: UNIMPROVED VALUES PRINCIPLE.: [163, 583, 300, 593]
body-paragraph: [UNITED PRESS ASSOCIATION—COPYRIGHT.] The news received by cable this morning is to the effect that the matter has been under consideration for some time, and that the authorities propose to take further steps in the interests of the public. A large gathering of people assembled, and the proceedings were watched with keen interest throughout the day by all concerned.: [622, 778, 767, 846]
divider: [378, 701, 411, 702]
body-paragraph: [UNITED PRESS ASSOCIATION—COPYRIGHT.] The news received by cable this morning is to the effect that the matter has been under consideration for some time, and that the authorities propose to take further steps in the interests of the public. A large gathering of people assembled, and the proceedings were watched with keen interest throughout the day by all concerned.: [473, 1337, 614, 1414]
tercentenary-sub: THE BIBLE TERCENTENARY.: [794, 755, 905, 764]
midland-sub-2: CONFERENCE WITH A VIEW TO SETTLEMENT.: [482, 1026, 605, 1046]
body-paragraph: [UNITED PRESS ASSOCIATION—COPYRIGHT.] The news received by cable this morning is to the effect that the matter has been under consideration for some time, and that the authorities propose to take further steps in the interests of the public. A large gathering of people assembled, and the proceedings were watched with keen interest throughout the day by all concerned.: [931, 1022, 1084, 1091]
divider: [378, 590, 411, 591]
colliery-sub: STRIKE OF COLLIERY EMPLOYEES.: [625, 516, 764, 524]
body-paragraph: [UNITED PRESS ASSOCIATION—COPYRIGHT.] The news received by cable this morning is to the effect that the matter has been under consideration for some time, and that the authorities propose to take further steps in the interests of the public. A large gathering of people assembled, and the proceedings were watched with keen interest throughout the day by all concerned.: [473, 1124, 614, 1200]
return-sub: THE RETURN MARCH.: [350, 1336, 437, 1346]
